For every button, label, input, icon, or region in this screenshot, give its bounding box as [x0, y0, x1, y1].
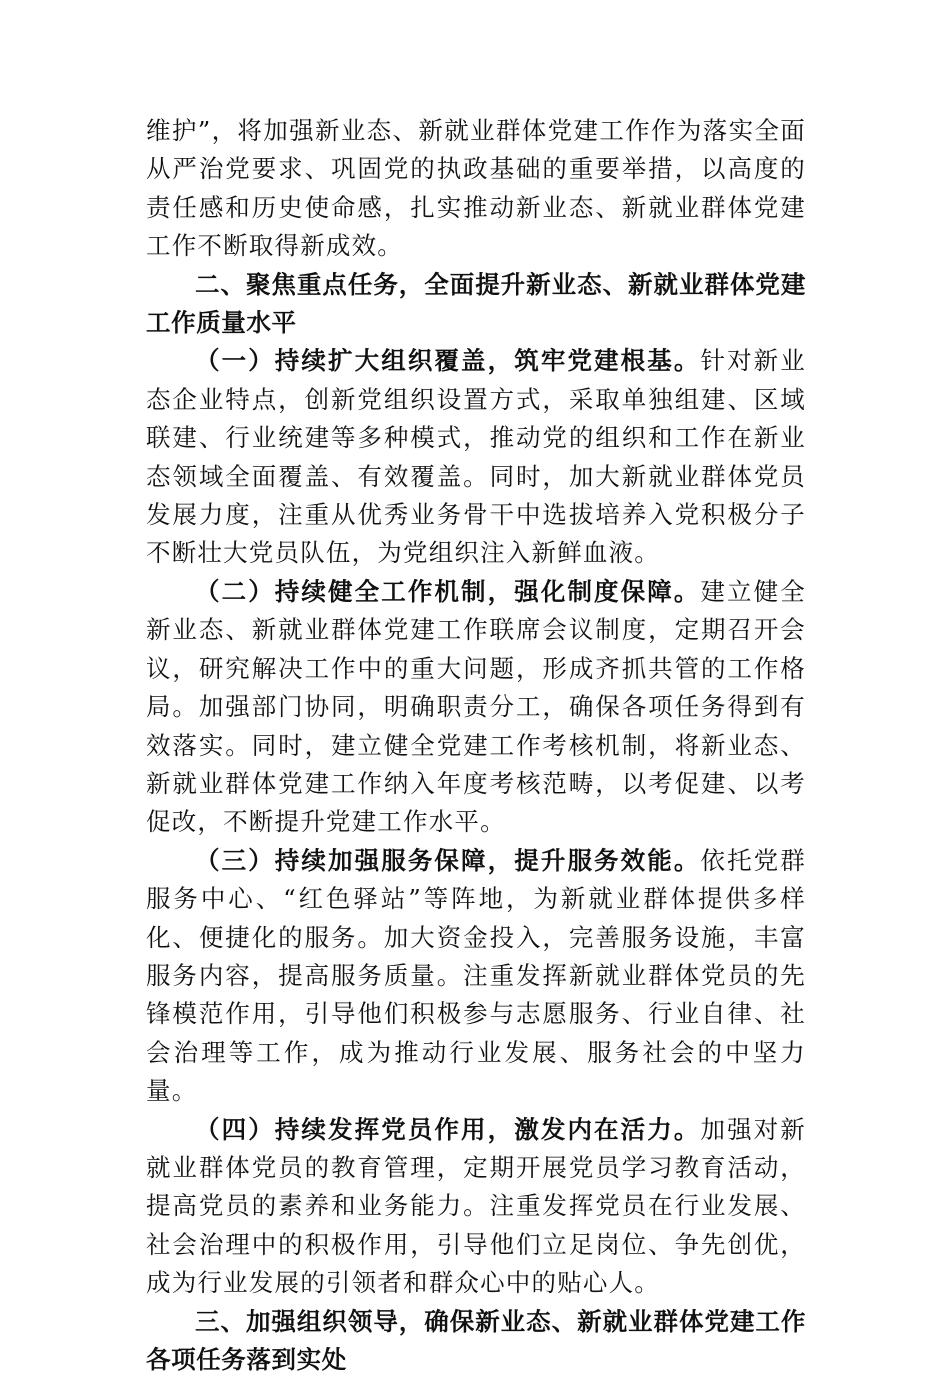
item-1-title: （一）持续扩大组织覆盖，筑牢党建根基。: [195, 346, 701, 376]
section-two-item-4: [146, 1111, 806, 1303]
item-4-body: 加强对新就业群体党员的教育管理，定期开展党员学习教育活动，提高党员的素养和业务能力。注重发挥党员在行业发展、社会治理中的积极作用，引导他们立足岗位、争先创优，成为行业发展的引领者和群众心中的贴心人。: [146, 1114, 806, 1298]
item-3-body: 依托党群服务中心、“红色驿站”等阵地，为新就业群体提供多样化、便捷化的服务。加大资金投入，完善服务设施，丰富服务内容，提高服务质量。注重发挥新就业群体党员的先锋模范作用，引导他们积极参与志愿服务、行业自律、社会治理等工作，成为推动行业发展、服务社会的中坚力量。: [146, 845, 806, 1106]
item-3-title: （三）持续加强服务保障，提升服务效能。: [195, 845, 701, 875]
section-two-item-2: [146, 573, 806, 842]
section-two-item-1: [146, 342, 806, 572]
item-4-title: （四）持续发挥党员作用，激发内在活力。: [195, 1114, 701, 1144]
intro-paragraph: 维护”，将加强新业态、新就业群体党建工作作为落实全面从严治党要求、巩固党的执政基础的重要举措，以高度的责任感和历史使命感，扎实推动新业态、新就业群体党建工作不断取得新成效。: [146, 116, 806, 261]
section-two-item-3: [146, 842, 806, 1111]
section-two-heading: 二、聚焦重点任务，全面提升新业态、新就业群体党建工作质量水平: [146, 269, 806, 338]
item-2-body: 建立健全新业态、新就业群体党建工作联席会议制度，定期召开会议，研究解决工作中的重大问题，形成齐抓共管的工作格局。加强部门协同，明确职责分工，确保各项任务得到有效落实。同时，建立健全党建工作考核机制，将新业态、新就业群体党建工作纳入年度考核范畴，以考促建、以考促改，不断提升党建工作水平。: [146, 576, 806, 837]
item-2-title: （二）持续健全工作机制，强化制度保障。: [195, 576, 701, 606]
section-three-heading: 三、加强组织领导，确保新业态、新就业群体党建工作各项任务落到实处: [146, 1306, 806, 1374]
item-1-body: 针对新业态企业特点，创新党组织设置方式，采取单独组建、区域联建、行业统建等多种模式，推动党的组织和工作在新业态领域全面覆盖、有效覆盖。同时，加大新就业群体党员发展力度，注重从优秀业务骨干中选拔培养入党积极分子不断壮大党员队伍，为党组织注入新鲜血液。: [146, 346, 806, 568]
document-page: [146, 112, 806, 1379]
